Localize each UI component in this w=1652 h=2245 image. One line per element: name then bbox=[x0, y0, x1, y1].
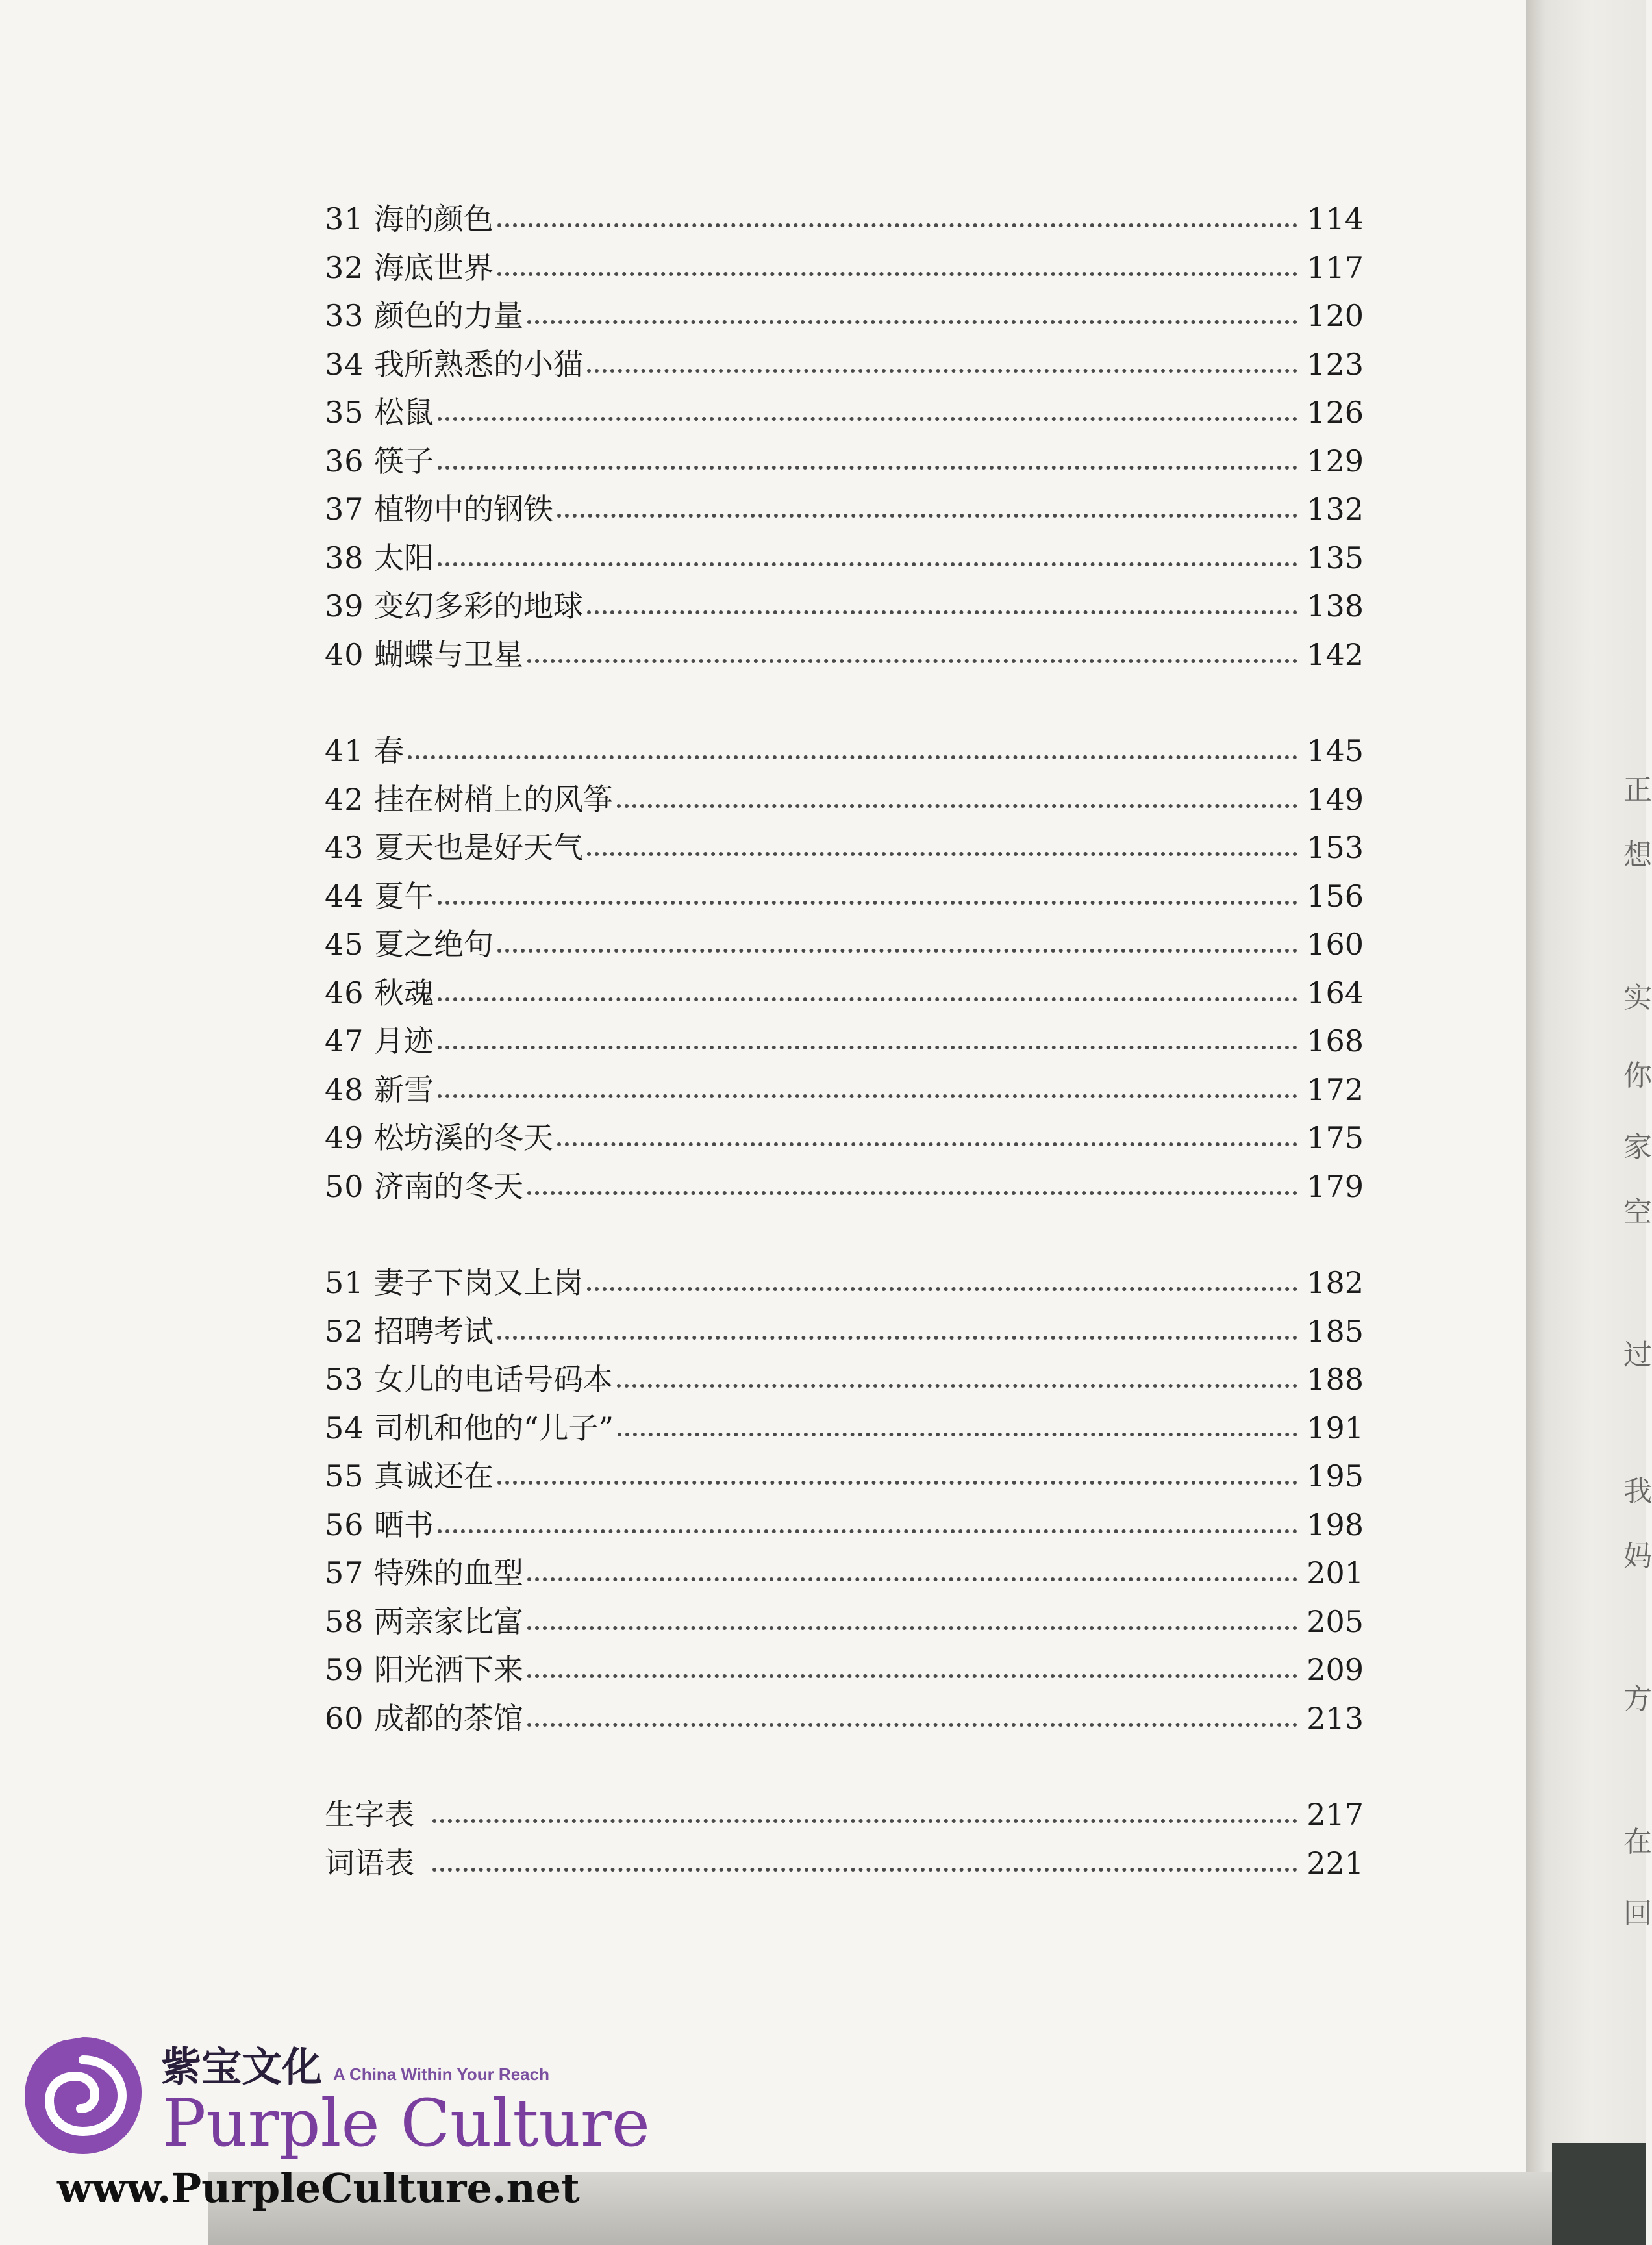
page-number: 175 bbox=[1307, 1120, 1364, 1155]
page-number: 185 bbox=[1307, 1313, 1364, 1349]
leader-dots bbox=[438, 1046, 1297, 1049]
facing-page-glyph: 过 bbox=[1623, 1338, 1652, 1372]
toc-entry bbox=[325, 1017, 1364, 1066]
page-number: 138 bbox=[1307, 588, 1364, 623]
toc-appendix bbox=[325, 1790, 1364, 1887]
facing-page-glyph: 家 bbox=[1623, 1131, 1652, 1164]
toc-group bbox=[325, 727, 1364, 1210]
leader-dots bbox=[527, 1626, 1297, 1630]
leader-dots bbox=[408, 755, 1297, 759]
leader-dots bbox=[438, 1529, 1297, 1533]
appendix-title: 词语表 bbox=[325, 1845, 414, 1881]
leader-dots bbox=[527, 1577, 1297, 1581]
page-number: 191 bbox=[1307, 1410, 1364, 1446]
leader-dots bbox=[527, 320, 1297, 324]
leader-dots bbox=[497, 1481, 1297, 1485]
toc-entry bbox=[325, 1790, 1364, 1839]
facing-page-glyph: 你 bbox=[1623, 1059, 1652, 1092]
toc-entry bbox=[325, 1066, 1364, 1114]
lesson-title: 招聘考试 bbox=[374, 1313, 494, 1349]
toc-entry bbox=[325, 872, 1364, 921]
lesson-number: 57 bbox=[325, 1555, 364, 1590]
lesson-title: 特殊的血型 bbox=[374, 1555, 523, 1590]
lesson-number: 53 bbox=[325, 1362, 364, 1397]
leader-dots bbox=[497, 223, 1297, 227]
leader-dots bbox=[438, 562, 1297, 566]
lesson-title: 颜色的力量 bbox=[374, 298, 523, 333]
lesson-title: 太阳 bbox=[374, 540, 434, 575]
lesson-title: 晒书 bbox=[374, 1507, 434, 1542]
leader-dots bbox=[527, 659, 1297, 663]
page-number: 142 bbox=[1307, 636, 1364, 672]
lesson-title: 夏午 bbox=[374, 878, 434, 914]
toc-entry bbox=[325, 1162, 1364, 1211]
lesson-title: 松坊溪的冬天 bbox=[374, 1120, 553, 1155]
toc-entry bbox=[325, 1404, 1364, 1453]
facing-page-glyph: 想 bbox=[1623, 838, 1652, 872]
leader-dots bbox=[557, 514, 1297, 518]
lesson-title: 司机和他的“儿子” bbox=[374, 1410, 614, 1446]
watermark-logo bbox=[18, 2023, 650, 2231]
toc-entry bbox=[325, 582, 1364, 631]
purple-culture-logo-icon bbox=[18, 2031, 148, 2161]
lesson-number: 31 bbox=[325, 201, 364, 236]
page-number: 201 bbox=[1307, 1555, 1364, 1590]
leader-dots bbox=[432, 1819, 1297, 1823]
page-number: 120 bbox=[1307, 298, 1364, 333]
toc-entry bbox=[325, 1839, 1364, 1888]
lesson-title: 女儿的电话号码本 bbox=[374, 1362, 613, 1397]
lesson-number: 45 bbox=[325, 927, 364, 962]
leader-dots bbox=[527, 1723, 1297, 1727]
toc-entry bbox=[325, 340, 1364, 389]
facing-page-glyph: 妈 bbox=[1623, 1540, 1652, 1573]
leader-dots bbox=[617, 1384, 1297, 1388]
logo-tagline: A China Within Your Reach bbox=[333, 2064, 549, 2084]
page-number: 132 bbox=[1307, 492, 1364, 527]
lesson-number: 59 bbox=[325, 1652, 364, 1687]
page-number: 135 bbox=[1307, 540, 1364, 575]
leader-dots bbox=[438, 997, 1297, 1001]
facing-page-glyph: 方 bbox=[1623, 1683, 1652, 1716]
toc-entry bbox=[325, 485, 1364, 534]
toc-entry bbox=[325, 631, 1364, 679]
leader-dots bbox=[438, 901, 1297, 905]
page-number: 156 bbox=[1307, 878, 1364, 914]
appendix-title: 生字表 bbox=[325, 1797, 414, 1832]
leader-dots bbox=[587, 610, 1297, 614]
lesson-title: 秋魂 bbox=[374, 975, 434, 1010]
page-number: 129 bbox=[1307, 443, 1364, 479]
page-number: 153 bbox=[1307, 830, 1364, 865]
leader-dots bbox=[438, 417, 1297, 421]
leader-dots bbox=[587, 1287, 1297, 1291]
toc-entry bbox=[325, 775, 1364, 824]
leader-dots bbox=[497, 272, 1297, 276]
lesson-title: 新雪 bbox=[374, 1072, 434, 1107]
page-number: 117 bbox=[1307, 249, 1364, 285]
toc-entry bbox=[325, 1694, 1364, 1743]
page-number: 213 bbox=[1307, 1700, 1364, 1736]
facing-page-glyph: 在 bbox=[1623, 1825, 1652, 1859]
lesson-number: 32 bbox=[325, 249, 364, 285]
toc-group bbox=[325, 1259, 1364, 1742]
page-number: 195 bbox=[1307, 1459, 1364, 1494]
page-number: 188 bbox=[1307, 1362, 1364, 1397]
leader-dots bbox=[618, 1433, 1297, 1436]
lesson-number: 49 bbox=[325, 1120, 364, 1155]
toc-entry bbox=[325, 1501, 1364, 1549]
toc-group bbox=[325, 195, 1364, 679]
lesson-title: 济南的冬天 bbox=[374, 1168, 523, 1204]
page-number: 164 bbox=[1307, 975, 1364, 1010]
leader-dots bbox=[587, 369, 1297, 373]
lesson-title: 夏之绝句 bbox=[374, 927, 494, 962]
toc-entry bbox=[325, 1355, 1364, 1404]
page-number: 123 bbox=[1307, 346, 1364, 382]
page-corner-shadow bbox=[1552, 2143, 1646, 2245]
page-number: 172 bbox=[1307, 1072, 1364, 1107]
lesson-title: 松鼠 bbox=[374, 395, 434, 430]
page-number: 221 bbox=[1307, 1845, 1364, 1881]
toc-entry bbox=[325, 1452, 1364, 1501]
lesson-number: 37 bbox=[325, 492, 364, 527]
lesson-number: 35 bbox=[325, 395, 364, 430]
lesson-title: 蝴蝶与卫星 bbox=[374, 636, 523, 672]
logo-chinese-name: 紫宝文化 bbox=[161, 2043, 323, 2090]
lesson-number: 39 bbox=[325, 588, 364, 623]
leader-dots bbox=[617, 804, 1297, 808]
facing-page-glyph: 回 bbox=[1623, 1897, 1652, 1930]
toc-entry bbox=[325, 1114, 1364, 1162]
toc-entry bbox=[325, 534, 1364, 583]
page-number: 160 bbox=[1307, 927, 1364, 962]
lesson-title: 挂在树梢上的风筝 bbox=[374, 781, 613, 817]
lesson-number: 43 bbox=[325, 830, 364, 865]
leader-dots bbox=[438, 466, 1297, 470]
page-number: 182 bbox=[1307, 1265, 1364, 1300]
lesson-number: 55 bbox=[325, 1459, 364, 1494]
leader-dots bbox=[497, 949, 1297, 953]
page-number: 149 bbox=[1307, 781, 1364, 817]
lesson-title: 成都的茶馆 bbox=[374, 1700, 523, 1736]
lesson-title: 海的颜色 bbox=[374, 201, 494, 236]
lesson-title: 春 bbox=[374, 733, 404, 768]
page-number: 168 bbox=[1307, 1023, 1364, 1059]
lesson-title: 植物中的钢铁 bbox=[374, 492, 553, 527]
toc-entry bbox=[325, 1598, 1364, 1646]
toc-entry bbox=[325, 1307, 1364, 1356]
toc-entry bbox=[325, 727, 1364, 775]
lesson-number: 58 bbox=[325, 1603, 364, 1639]
page-number: 179 bbox=[1307, 1168, 1364, 1204]
lesson-title: 真诚还在 bbox=[374, 1459, 494, 1494]
toc-entry bbox=[325, 969, 1364, 1018]
facing-page-glyph: 正 bbox=[1623, 773, 1652, 807]
lesson-number: 48 bbox=[325, 1072, 364, 1107]
lesson-title: 变幻多彩的地球 bbox=[374, 588, 583, 623]
leader-dots bbox=[527, 1674, 1297, 1678]
lesson-title: 月迹 bbox=[374, 1023, 434, 1059]
toc-entry bbox=[325, 244, 1364, 292]
lesson-number: 38 bbox=[325, 540, 364, 575]
facing-page-glyph: 实 bbox=[1623, 981, 1652, 1014]
leader-dots bbox=[497, 1336, 1297, 1340]
lesson-number: 36 bbox=[325, 443, 364, 479]
lesson-number: 33 bbox=[325, 298, 364, 333]
lesson-title: 两亲家比富 bbox=[374, 1603, 523, 1639]
page-number: 198 bbox=[1307, 1507, 1364, 1542]
facing-page-text bbox=[1623, 0, 1652, 2245]
leader-dots bbox=[527, 1191, 1297, 1195]
lesson-number: 52 bbox=[325, 1313, 364, 1349]
toc-entry bbox=[325, 388, 1364, 437]
toc-entry bbox=[325, 437, 1364, 486]
toc-entry bbox=[325, 1259, 1364, 1307]
page-number: 114 bbox=[1307, 201, 1364, 236]
lesson-title: 夏天也是好天气 bbox=[374, 830, 583, 865]
toc-entry bbox=[325, 1549, 1364, 1598]
lesson-number: 60 bbox=[325, 1700, 364, 1736]
lesson-number: 41 bbox=[325, 733, 364, 768]
lesson-number: 54 bbox=[325, 1410, 364, 1446]
toc-entry bbox=[325, 823, 1364, 872]
logo-url: www.PurpleCulture.net bbox=[57, 2164, 580, 2212]
toc-entry bbox=[325, 292, 1364, 340]
page-number: 217 bbox=[1307, 1797, 1364, 1832]
lesson-title: 筷子 bbox=[374, 443, 434, 479]
logo-english-name: Purple Culture bbox=[162, 2085, 650, 2161]
toc-entry bbox=[325, 1646, 1364, 1694]
lesson-number: 40 bbox=[325, 636, 364, 672]
leader-dots bbox=[432, 1868, 1297, 1872]
lesson-number: 46 bbox=[325, 975, 364, 1010]
lesson-number: 44 bbox=[325, 878, 364, 914]
leader-dots bbox=[587, 852, 1297, 856]
lesson-number: 47 bbox=[325, 1023, 364, 1059]
lesson-title: 阳光洒下来 bbox=[374, 1652, 523, 1687]
lesson-number: 34 bbox=[325, 346, 364, 382]
leader-dots bbox=[438, 1094, 1297, 1098]
lesson-title: 妻子下岗又上岗 bbox=[374, 1265, 583, 1300]
lesson-number: 42 bbox=[325, 781, 364, 817]
toc-entry bbox=[325, 195, 1364, 244]
page-number: 205 bbox=[1307, 1603, 1364, 1639]
lesson-title: 我所熟悉的小猫 bbox=[374, 346, 583, 382]
facing-page-glyph: 我 bbox=[1623, 1475, 1652, 1508]
page-number: 126 bbox=[1307, 395, 1364, 430]
page-number: 145 bbox=[1307, 733, 1364, 768]
toc-entry bbox=[325, 920, 1364, 969]
lesson-number: 51 bbox=[325, 1265, 364, 1300]
lesson-number: 50 bbox=[325, 1168, 364, 1204]
page-number: 209 bbox=[1307, 1652, 1364, 1687]
table-of-contents bbox=[325, 195, 1364, 1887]
facing-page-glyph: 空 bbox=[1623, 1196, 1652, 1229]
lesson-number: 56 bbox=[325, 1507, 364, 1542]
lesson-title: 海底世界 bbox=[374, 249, 494, 285]
leader-dots bbox=[557, 1142, 1297, 1146]
